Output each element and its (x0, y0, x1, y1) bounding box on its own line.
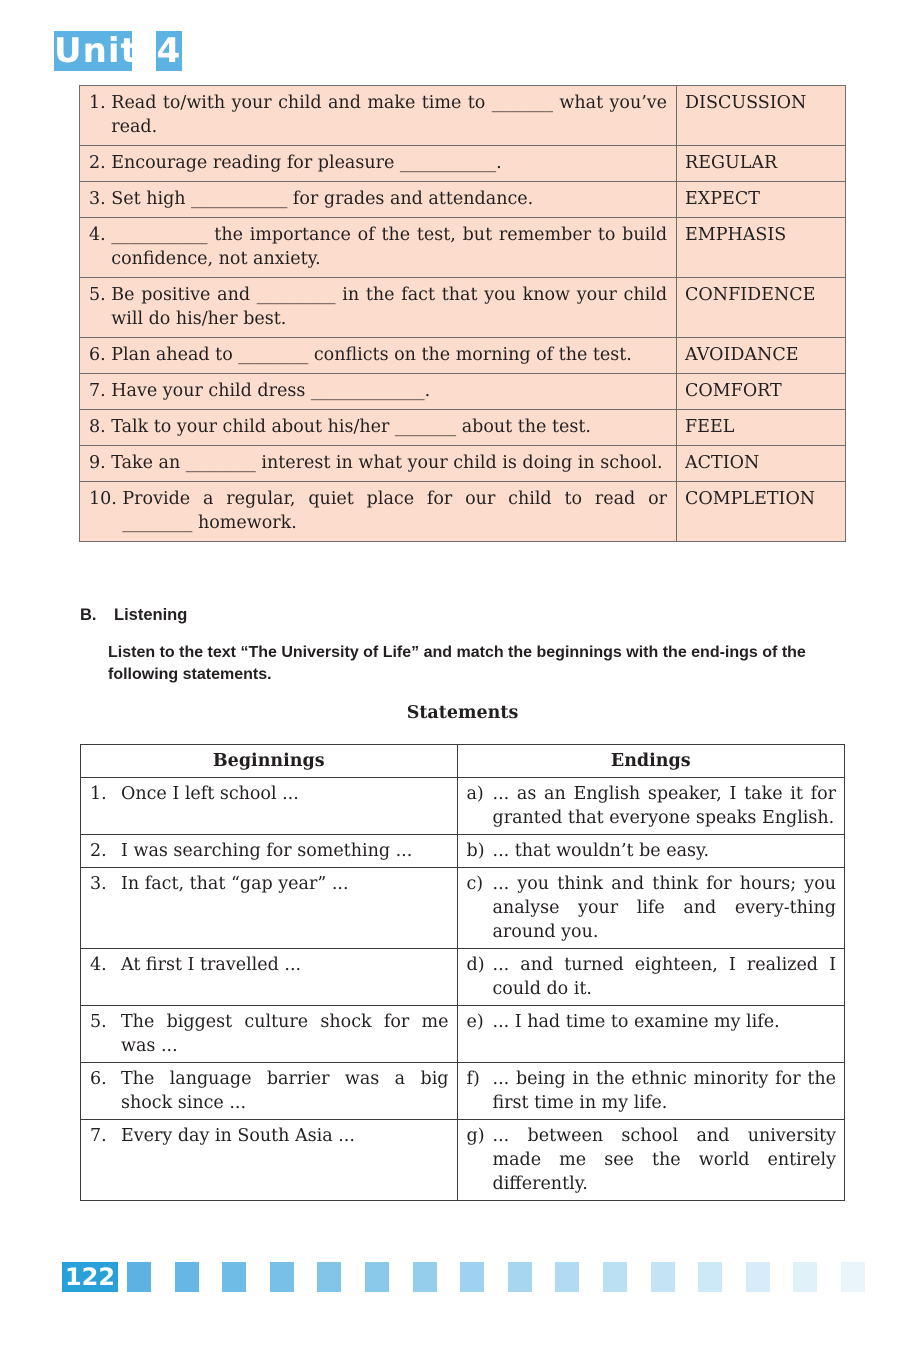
item-number: 7. (89, 381, 112, 401)
sentence-text: Plan ahead to ________ conflicts on the morning of the test. (111, 345, 632, 365)
ending-item (467, 1124, 837, 1196)
word-cell: COMFORT (677, 374, 846, 410)
decorative-square (508, 1262, 532, 1292)
ending-cell (457, 1006, 845, 1063)
decorative-square (413, 1262, 437, 1292)
exercise-row (80, 482, 846, 542)
decorative-square (603, 1262, 627, 1292)
item-number: 9. (89, 453, 112, 473)
word-cell: DISCUSSION (677, 86, 846, 146)
ending-cell (457, 778, 845, 835)
beginning-cell (81, 1120, 458, 1201)
item-number: 8. (89, 417, 112, 437)
unit-label: Unit (54, 31, 138, 71)
exercise-row (80, 86, 846, 146)
ending-item (467, 1067, 837, 1115)
sentence-text: Encourage reading for pleasure ___________. (111, 153, 502, 173)
sentence-cell (80, 146, 677, 182)
beginning-item (90, 1124, 449, 1148)
decorative-square (175, 1262, 199, 1292)
sentence-cell (80, 86, 677, 146)
item-number: 4. (89, 225, 112, 245)
word-cell: REGULAR (677, 146, 846, 182)
item-number: 10. (89, 489, 123, 509)
sentence-cell (80, 218, 677, 278)
beginnings-header: Beginnings (81, 745, 458, 778)
word-cell: EMPHASIS (677, 218, 846, 278)
beginning-item (90, 839, 449, 863)
beginning-text: Once I left school ... (121, 784, 299, 804)
ending-text: ... you think and think for hours; you analyse your life and every-thing around you. (492, 874, 836, 942)
statements-title: Statements (406, 703, 519, 723)
ending-text: ... that wouldn’t be easy. (492, 841, 710, 861)
item-number: 6. (89, 345, 112, 365)
beginning-number: 7. (90, 1126, 107, 1146)
beginning-number: 1. (90, 784, 107, 804)
item-number: 2. (89, 153, 112, 173)
statement-row (81, 868, 845, 949)
ending-letter: e) (466, 1012, 484, 1032)
sentence-item (89, 223, 667, 271)
ending-letter: f) (466, 1069, 480, 1089)
beginning-item (90, 782, 449, 806)
exercise-a-table-body (80, 86, 846, 542)
beginning-cell (81, 1006, 458, 1063)
beginning-text: At first I travelled ... (121, 955, 302, 975)
item-number: 3. (89, 189, 112, 209)
sentence-text: Set high ___________ for grades and attendance. (111, 189, 534, 209)
beginning-cell (81, 1063, 458, 1120)
endings-header: Endings (457, 745, 845, 778)
ending-letter: d) (466, 955, 485, 975)
decorative-square (793, 1262, 817, 1292)
statement-row (81, 778, 845, 835)
statement-row (81, 1063, 845, 1120)
beginning-number: 2. (90, 841, 107, 861)
beginning-text: In fact, that “gap year” ... (121, 874, 349, 894)
sentence-cell (80, 374, 677, 410)
decorative-square (651, 1262, 675, 1292)
sentence-item (89, 283, 667, 331)
ending-cell (457, 1063, 845, 1120)
ending-cell (457, 835, 845, 868)
decorative-square (460, 1262, 484, 1292)
section-title: Listening (114, 606, 188, 624)
ending-item (467, 1010, 837, 1034)
sentence-text: ___________ the importance of the test, but remember to build confidence, not anxiety. (111, 225, 668, 269)
sentence-text: Read to/with your child and make time to _______ what you’ve read. (111, 93, 668, 137)
sentence-cell (80, 482, 677, 542)
word-cell: CONFIDENCE (677, 278, 846, 338)
sentence-text: Have your child dress _____________. (111, 381, 431, 401)
beginning-item (90, 872, 449, 896)
ending-cell (457, 868, 845, 949)
exercise-row (80, 410, 846, 446)
word-cell: COMPLETION (677, 482, 846, 542)
statements-table-body (81, 778, 845, 1201)
section-b-heading (80, 606, 187, 625)
statements-table (80, 744, 845, 1201)
exercise-a-table (79, 85, 846, 542)
word-cell: ACTION (677, 446, 846, 482)
decorative-square (746, 1262, 770, 1292)
ending-letter: a) (466, 784, 484, 804)
sentence-cell (80, 410, 677, 446)
statement-row (81, 949, 845, 1006)
exercise-row (80, 338, 846, 374)
decorative-square (270, 1262, 294, 1292)
sentence-item (89, 187, 667, 211)
ending-letter: b) (466, 841, 485, 861)
beginning-cell (81, 835, 458, 868)
ending-cell (457, 949, 845, 1006)
beginning-text: I was searching for something ... (121, 841, 413, 861)
ending-text: ... I had time to examine my life. (492, 1012, 780, 1032)
ending-item (467, 839, 837, 863)
exercise-row (80, 446, 846, 482)
beginning-item (90, 1010, 449, 1058)
statements-header-row (81, 745, 845, 778)
sentence-item (89, 451, 667, 475)
ending-text: ... between school and university made me see the world entirely differently. (492, 1126, 836, 1194)
exercise-row (80, 374, 846, 410)
sentence-text: Take an ________ interest in what your child is doing in school. (111, 453, 663, 473)
word-cell: EXPECT (677, 182, 846, 218)
sentence-item (89, 379, 667, 403)
beginning-number: 3. (90, 874, 107, 894)
sentence-text: Be positive and _________ in the fact that you know your child will do his/her best. (111, 285, 668, 329)
ending-text: ... as an English speaker, I take it for granted that everyone speaks English. (492, 784, 836, 828)
decorative-square (127, 1262, 151, 1292)
item-number: 1. (89, 93, 112, 113)
sentence-item (89, 91, 667, 139)
beginning-cell (81, 868, 458, 949)
ending-cell (457, 1120, 845, 1201)
ending-item (467, 953, 837, 1001)
ending-text: ... being in the ethnic minority for the first time in my life. (492, 1069, 836, 1113)
beginning-text: The biggest culture shock for me was ... (121, 1012, 449, 1056)
unit-number: 4 (156, 31, 182, 71)
statement-row (81, 1006, 845, 1063)
ending-letter: g) (466, 1126, 485, 1146)
beginning-item (90, 1067, 449, 1115)
beginning-text: Every day in South Asia ... (121, 1126, 355, 1146)
statement-row (81, 1120, 845, 1201)
section-letter: B. (80, 606, 97, 624)
sentence-item (89, 343, 667, 367)
item-number: 5. (89, 285, 112, 305)
exercise-row (80, 182, 846, 218)
ending-item (467, 782, 837, 830)
decorative-square (317, 1262, 341, 1292)
decorative-square (841, 1262, 865, 1292)
sentence-item (89, 415, 667, 439)
ending-letter: c) (466, 874, 484, 894)
word-cell: AVOIDANCE (677, 338, 846, 374)
sentence-cell (80, 182, 677, 218)
sentence-cell (80, 446, 677, 482)
beginning-item (90, 953, 449, 977)
decorative-square (698, 1262, 722, 1292)
decorative-square (365, 1262, 389, 1292)
ending-item (467, 872, 837, 944)
sentence-item (89, 151, 667, 175)
beginning-number: 4. (90, 955, 107, 975)
statement-row (81, 835, 845, 868)
exercise-row (80, 278, 846, 338)
beginning-cell (81, 778, 458, 835)
beginning-cell (81, 949, 458, 1006)
sentence-cell (80, 278, 677, 338)
beginning-text: The language barrier was a big shock since ... (121, 1069, 449, 1113)
beginning-number: 6. (90, 1069, 107, 1089)
decorative-square (555, 1262, 579, 1292)
sentence-text: Talk to your child about his/her _______ about the test. (111, 417, 591, 437)
sentence-item (89, 487, 667, 535)
exercise-row (80, 146, 846, 182)
word-cell: FEEL (677, 410, 846, 446)
sentence-cell (80, 338, 677, 374)
sentence-text: Provide a regular, quiet place for our child to read or ________ homework. (122, 489, 668, 533)
page-number: 122 (62, 1262, 118, 1292)
decorative-square (222, 1262, 246, 1292)
ending-text: ... and turned eighteen, I realized I could do it. (492, 955, 836, 999)
exercise-row (80, 218, 846, 278)
beginning-number: 5. (90, 1012, 107, 1032)
exercise-instruction: Listen to the text “The University of Life” and match the beginnings with the end-ings of the following statements. (108, 644, 806, 683)
